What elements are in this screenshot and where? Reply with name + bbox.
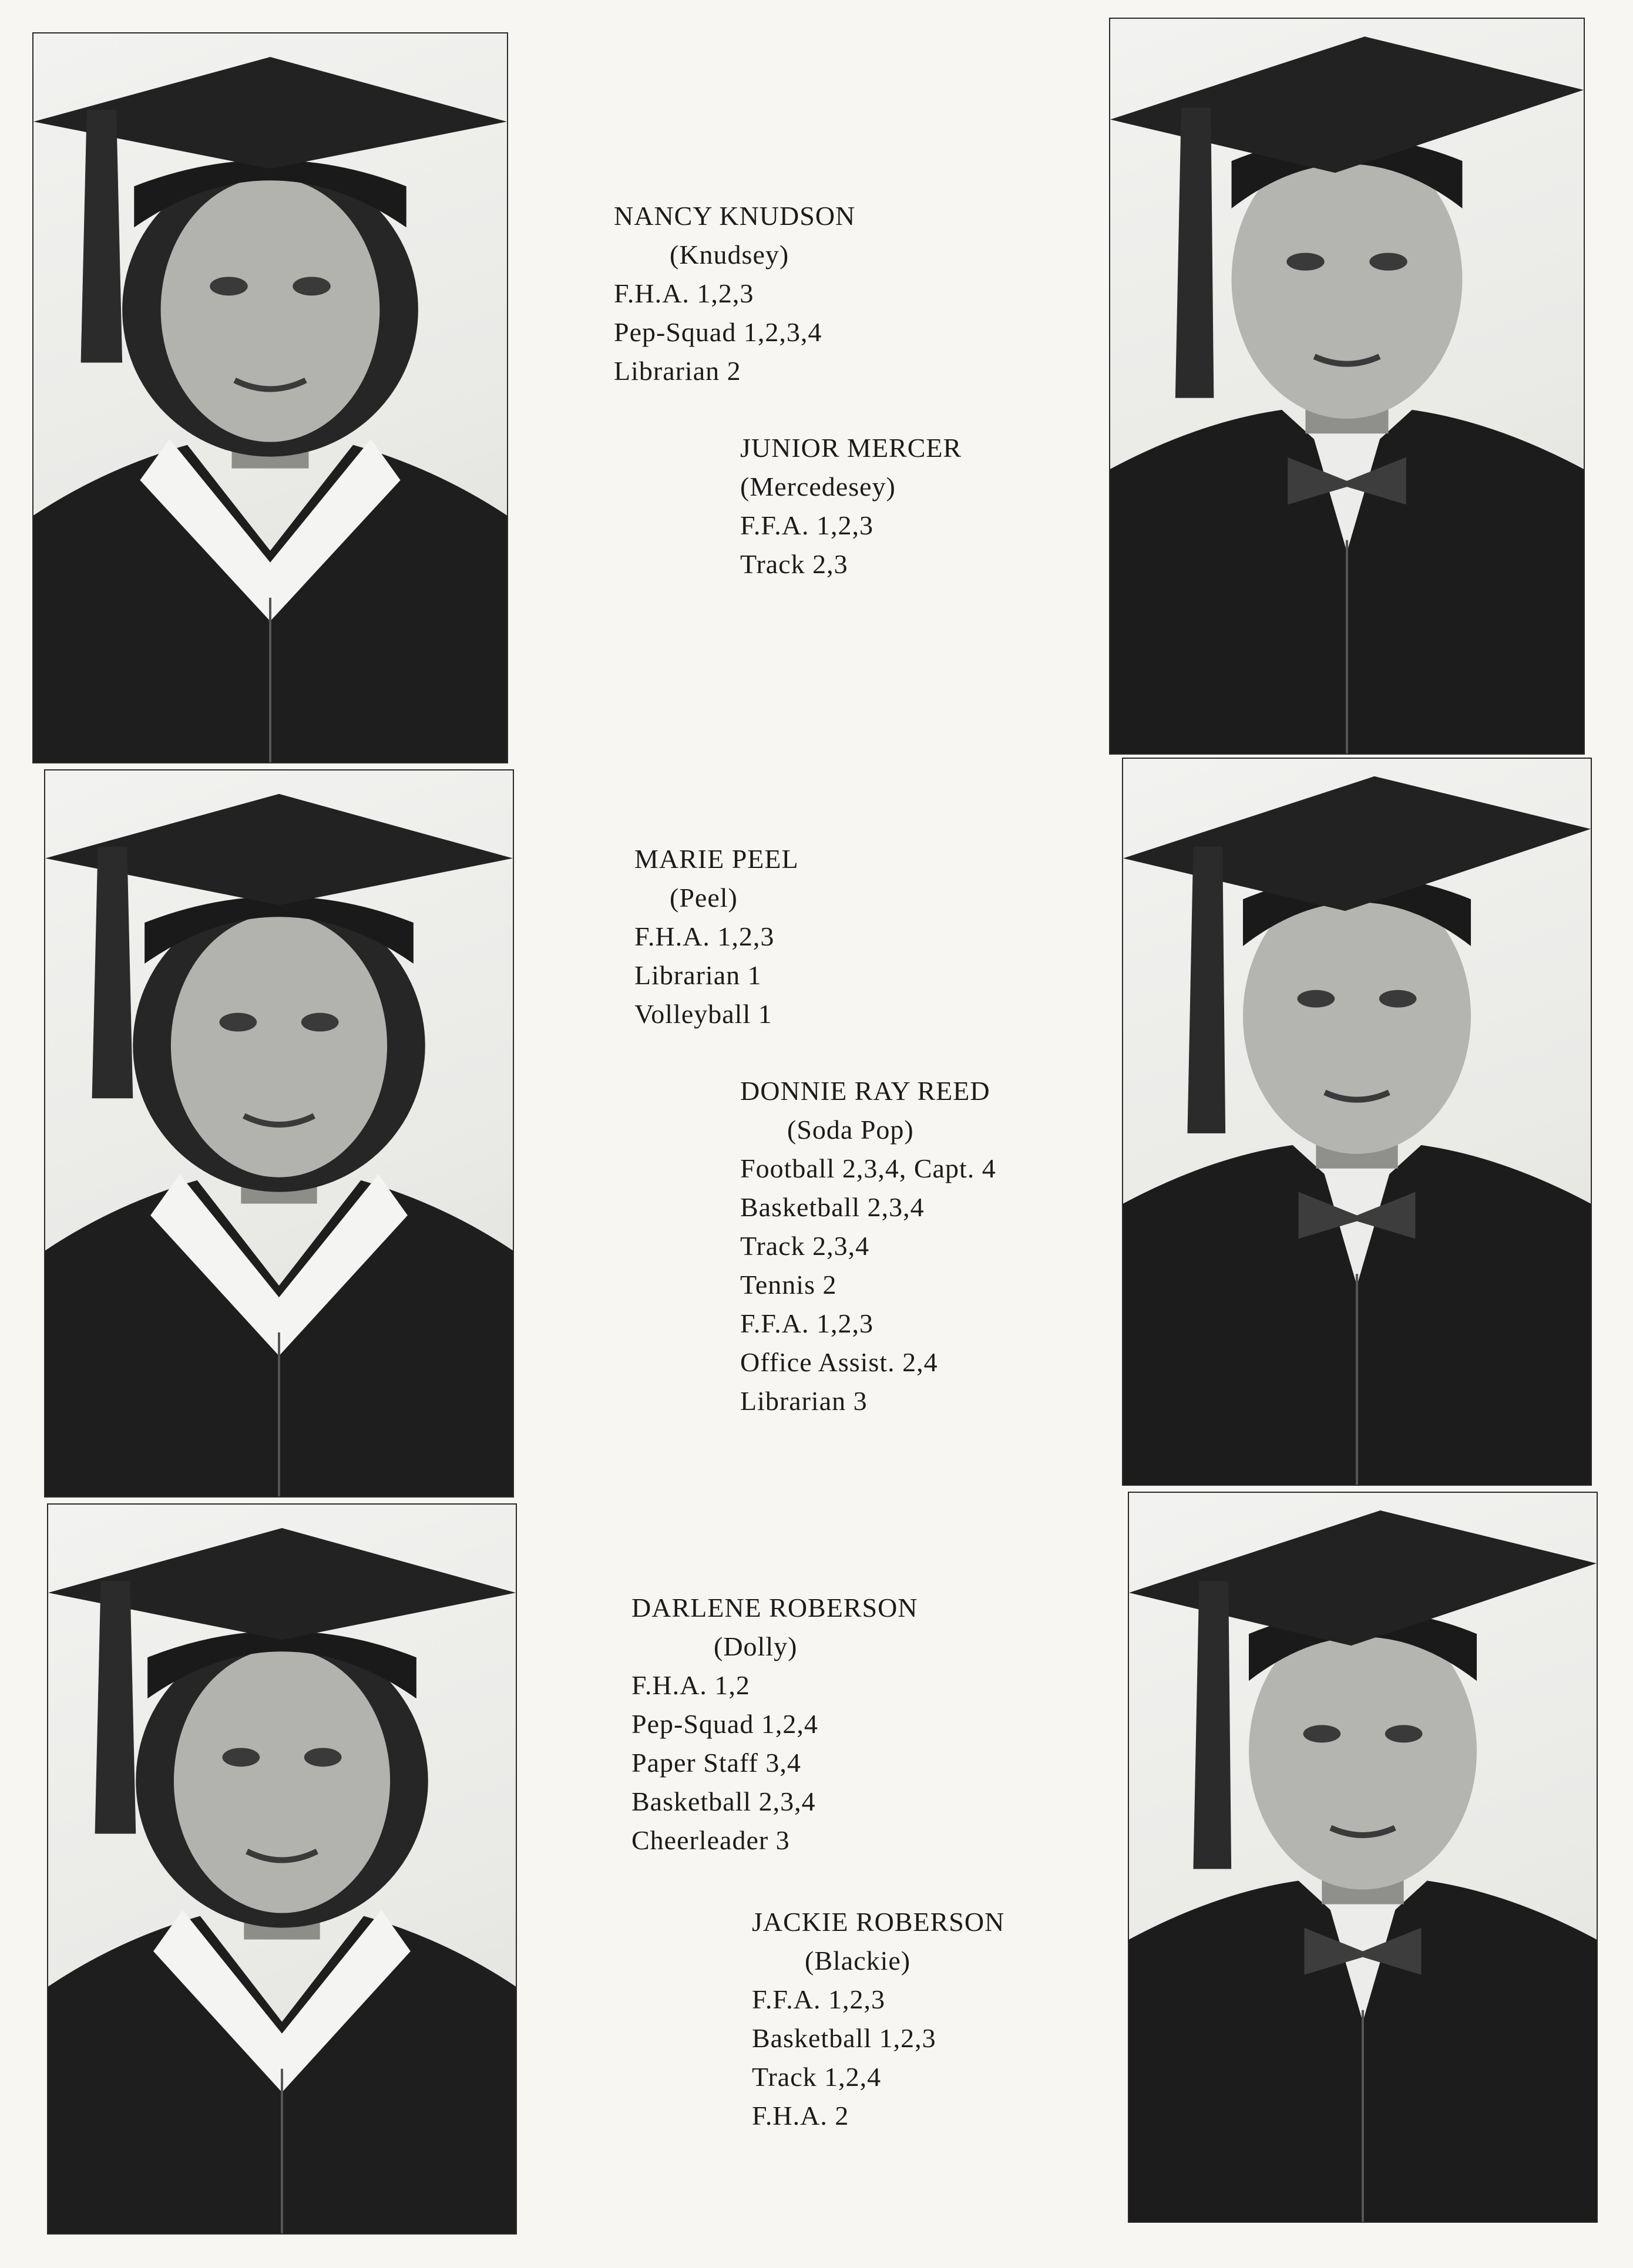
activity-line: Basketball 1,2,3: [752, 2023, 936, 2053]
student-name: NANCY KNUDSON: [614, 201, 856, 231]
activity-line: Librarian 2: [614, 356, 741, 386]
bio-marie-peel: [634, 840, 799, 1034]
activity-line: Basketball 2,3,4: [740, 1192, 925, 1222]
student-name: MARIE PEEL: [634, 844, 799, 874]
activity-line: Football 2,3,4, Capt. 4: [740, 1153, 996, 1183]
activity-line: F.F.A. 1,2,3: [752, 1984, 886, 2014]
photo-nancy-knudson: [32, 32, 508, 763]
activity-line: Librarian 3: [740, 1386, 868, 1416]
activity-line: Basketball 2,3,4: [631, 1786, 816, 1816]
bio-jackie-roberson: [752, 1903, 1004, 2135]
bio-junior-mercer: [740, 429, 962, 584]
student-name: DARLENE ROBERSON: [631, 1593, 918, 1623]
activity-line: Track 1,2,4: [752, 2062, 882, 2092]
student-nickname: (Soda Pop): [787, 1115, 914, 1145]
photo-donnie-ray-reed: [1122, 758, 1592, 1486]
activity-line: F.H.A. 2: [752, 2101, 849, 2131]
activity-line: Paper Staff 3,4: [631, 1748, 801, 1778]
bio-donnie-ray-reed: [740, 1072, 996, 1421]
activity-line: F.F.A. 1,2,3: [740, 1308, 874, 1338]
student-name: JUNIOR MERCER: [740, 433, 962, 463]
activity-line: Librarian 1: [634, 960, 762, 990]
photo-marie-peel: [44, 769, 514, 1498]
photo-junior-mercer: [1109, 18, 1585, 755]
photo-darlene-roberson: [47, 1503, 517, 2235]
bio-darlene-roberson: [631, 1589, 918, 1860]
student-name: JACKIE ROBERSON: [752, 1907, 1005, 1937]
activity-line: F.H.A. 1,2: [631, 1670, 750, 1700]
activity-line: F.F.A. 1,2,3: [740, 510, 874, 540]
student-name: DONNIE RAY REED: [740, 1076, 990, 1106]
activity-line: Pep-Squad 1,2,3,4: [614, 317, 822, 347]
activity-line: Cheerleader 3: [631, 1825, 790, 1855]
student-nickname: (Mercedesey): [740, 472, 896, 502]
activity-line: Volleyball 1: [634, 999, 772, 1029]
activity-line: F.H.A. 1,2,3: [634, 921, 775, 951]
activity-line: Track 2,3: [740, 549, 848, 579]
student-nickname: (Peel): [670, 883, 738, 913]
student-nickname: (Knudsey): [670, 240, 789, 270]
activity-line: Tennis 2: [740, 1270, 837, 1300]
photo-jackie-roberson: [1128, 1492, 1598, 2223]
student-nickname: (Dolly): [714, 1631, 798, 1661]
activity-line: Track 2,3,4: [740, 1231, 870, 1261]
student-nickname: (Blackie): [805, 1946, 911, 1976]
bio-nancy-knudson: [614, 197, 855, 391]
activity-line: Office Assist. 2,4: [740, 1347, 938, 1377]
activity-line: Pep-Squad 1,2,4: [631, 1709, 818, 1739]
activity-line: F.H.A. 1,2,3: [614, 278, 754, 308]
